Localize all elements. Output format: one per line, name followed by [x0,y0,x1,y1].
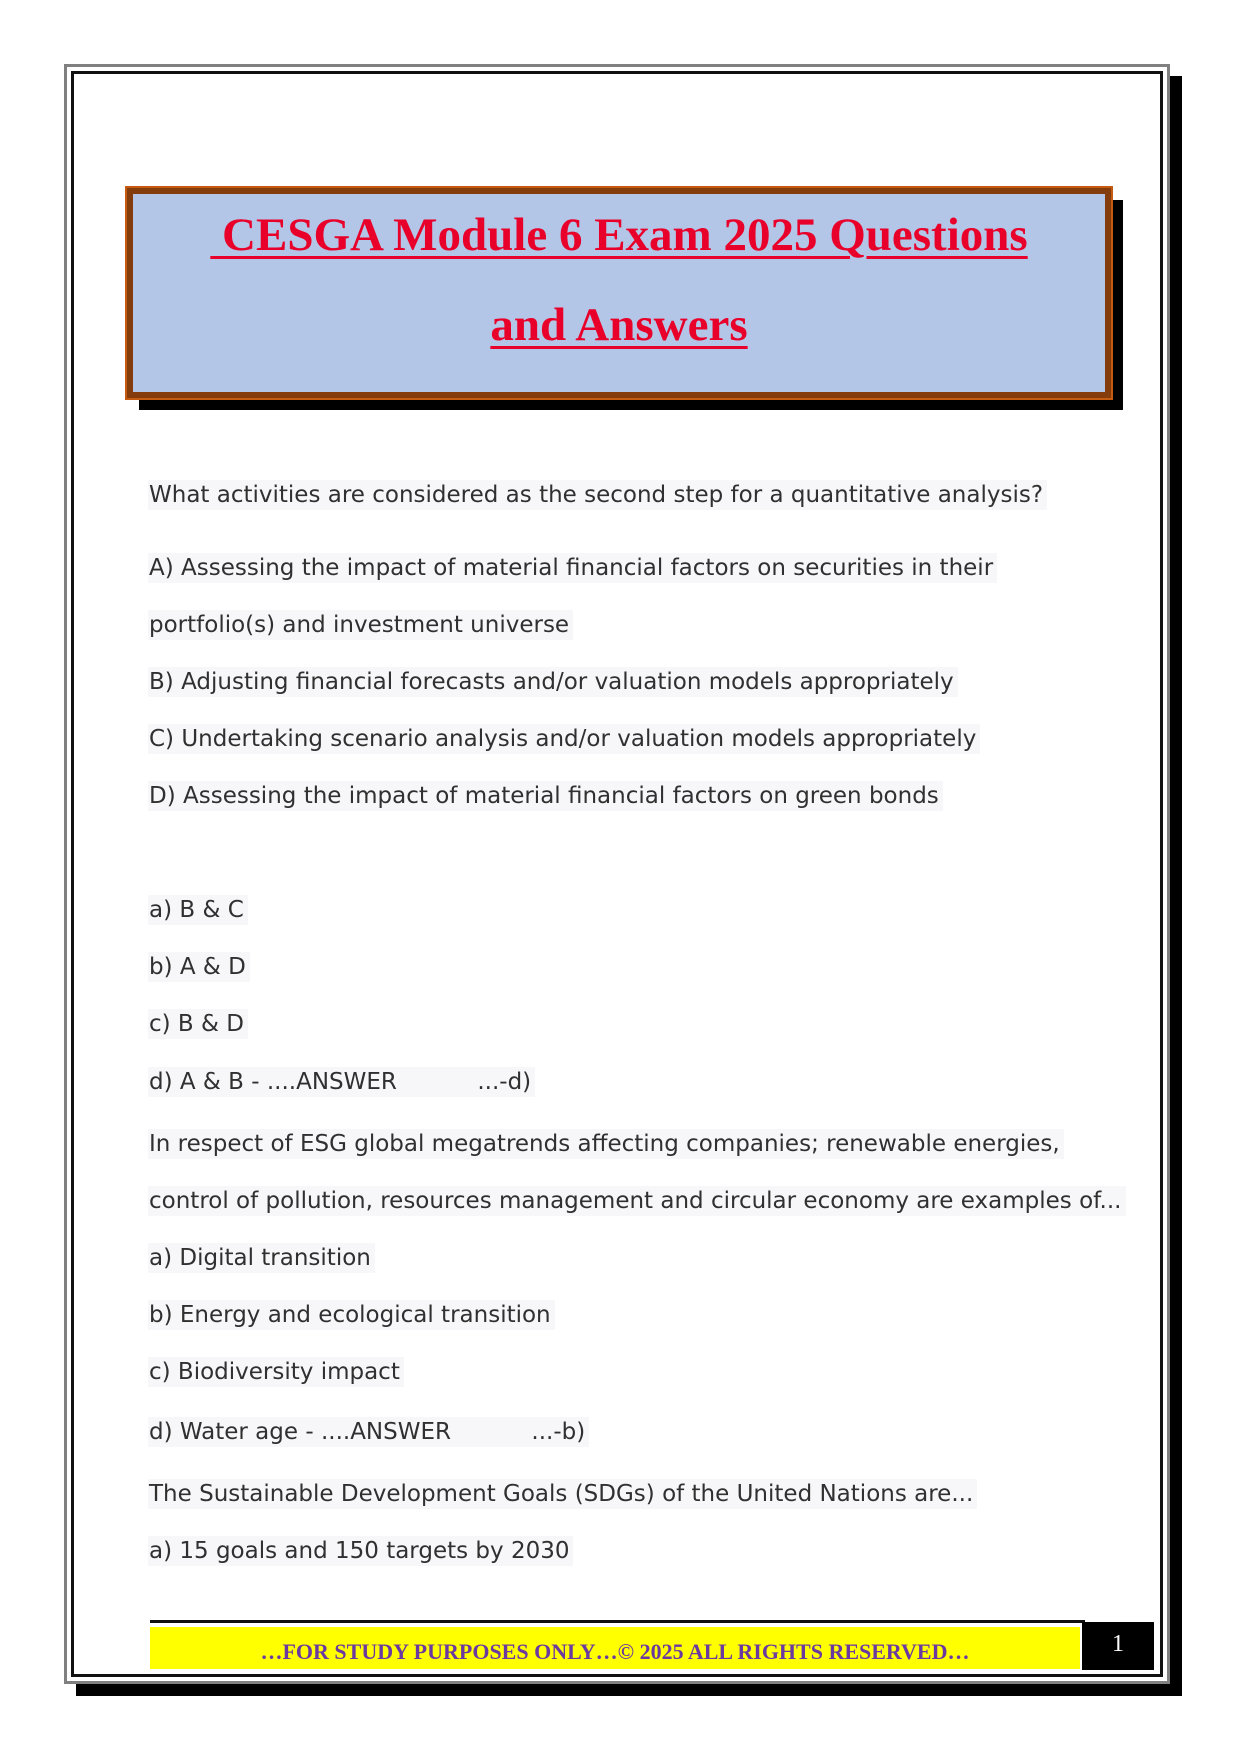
question-1-item-b: B) Adjusting financial forecasts and/or valuation models appropriately [148,667,958,697]
question-2-option-b: b) Energy and ecological transition [148,1300,555,1330]
question-2-option-d-answer: d) Water age - ....ANSWER ...-b) [148,1417,589,1447]
question-1-option-a: a) B & C [148,895,248,925]
question-2-option-c: c) Biodiversity impact [148,1357,404,1387]
footer-notice: …FOR STUDY PURPOSES ONLY…© 2025 ALL RIGHTS RESERVED… [150,1627,1080,1669]
question-1-item-a-line-1: A) Assessing the impact of material financial factors on securities in their [148,553,997,583]
question-1-item-a-line-2: portfolio(s) and investment universe [148,610,573,640]
document-title-line-1: CESGA Module 6 Exam 2025 Questions [210,209,1028,261]
question-2-text-line-1: In respect of ESG global megatrends affecting companies; renewable energies, [148,1129,1064,1159]
question-1-text: What activities are considered as the second step for a quantitative analysis? [148,480,1047,510]
question-1-item-c: C) Undertaking scenario analysis and/or valuation models appropriately [148,724,980,754]
question-2-option-a: a) Digital transition [148,1243,375,1273]
question-3-text: The Sustainable Development Goals (SDGs) of the United Nations are... [148,1479,977,1509]
title-box [127,188,1111,398]
page-number: 1 [1082,1622,1154,1670]
question-1-option-c: c) B & D [148,1009,248,1039]
document-title-line-2: and Answers [490,299,748,351]
question-3-option-a: a) 15 goals and 150 targets by 2030 [148,1536,573,1566]
question-2-text-line-2: control of pollution, resources management and circular economy are examples of... [148,1186,1126,1216]
footer-rule [150,1620,1085,1623]
question-1-option-d-answer: d) A & B - ....ANSWER ...-d) [148,1067,535,1097]
question-1-option-b: b) A & D [148,952,250,982]
question-1-item-d: D) Assessing the impact of material financial factors on green bonds [148,781,943,811]
